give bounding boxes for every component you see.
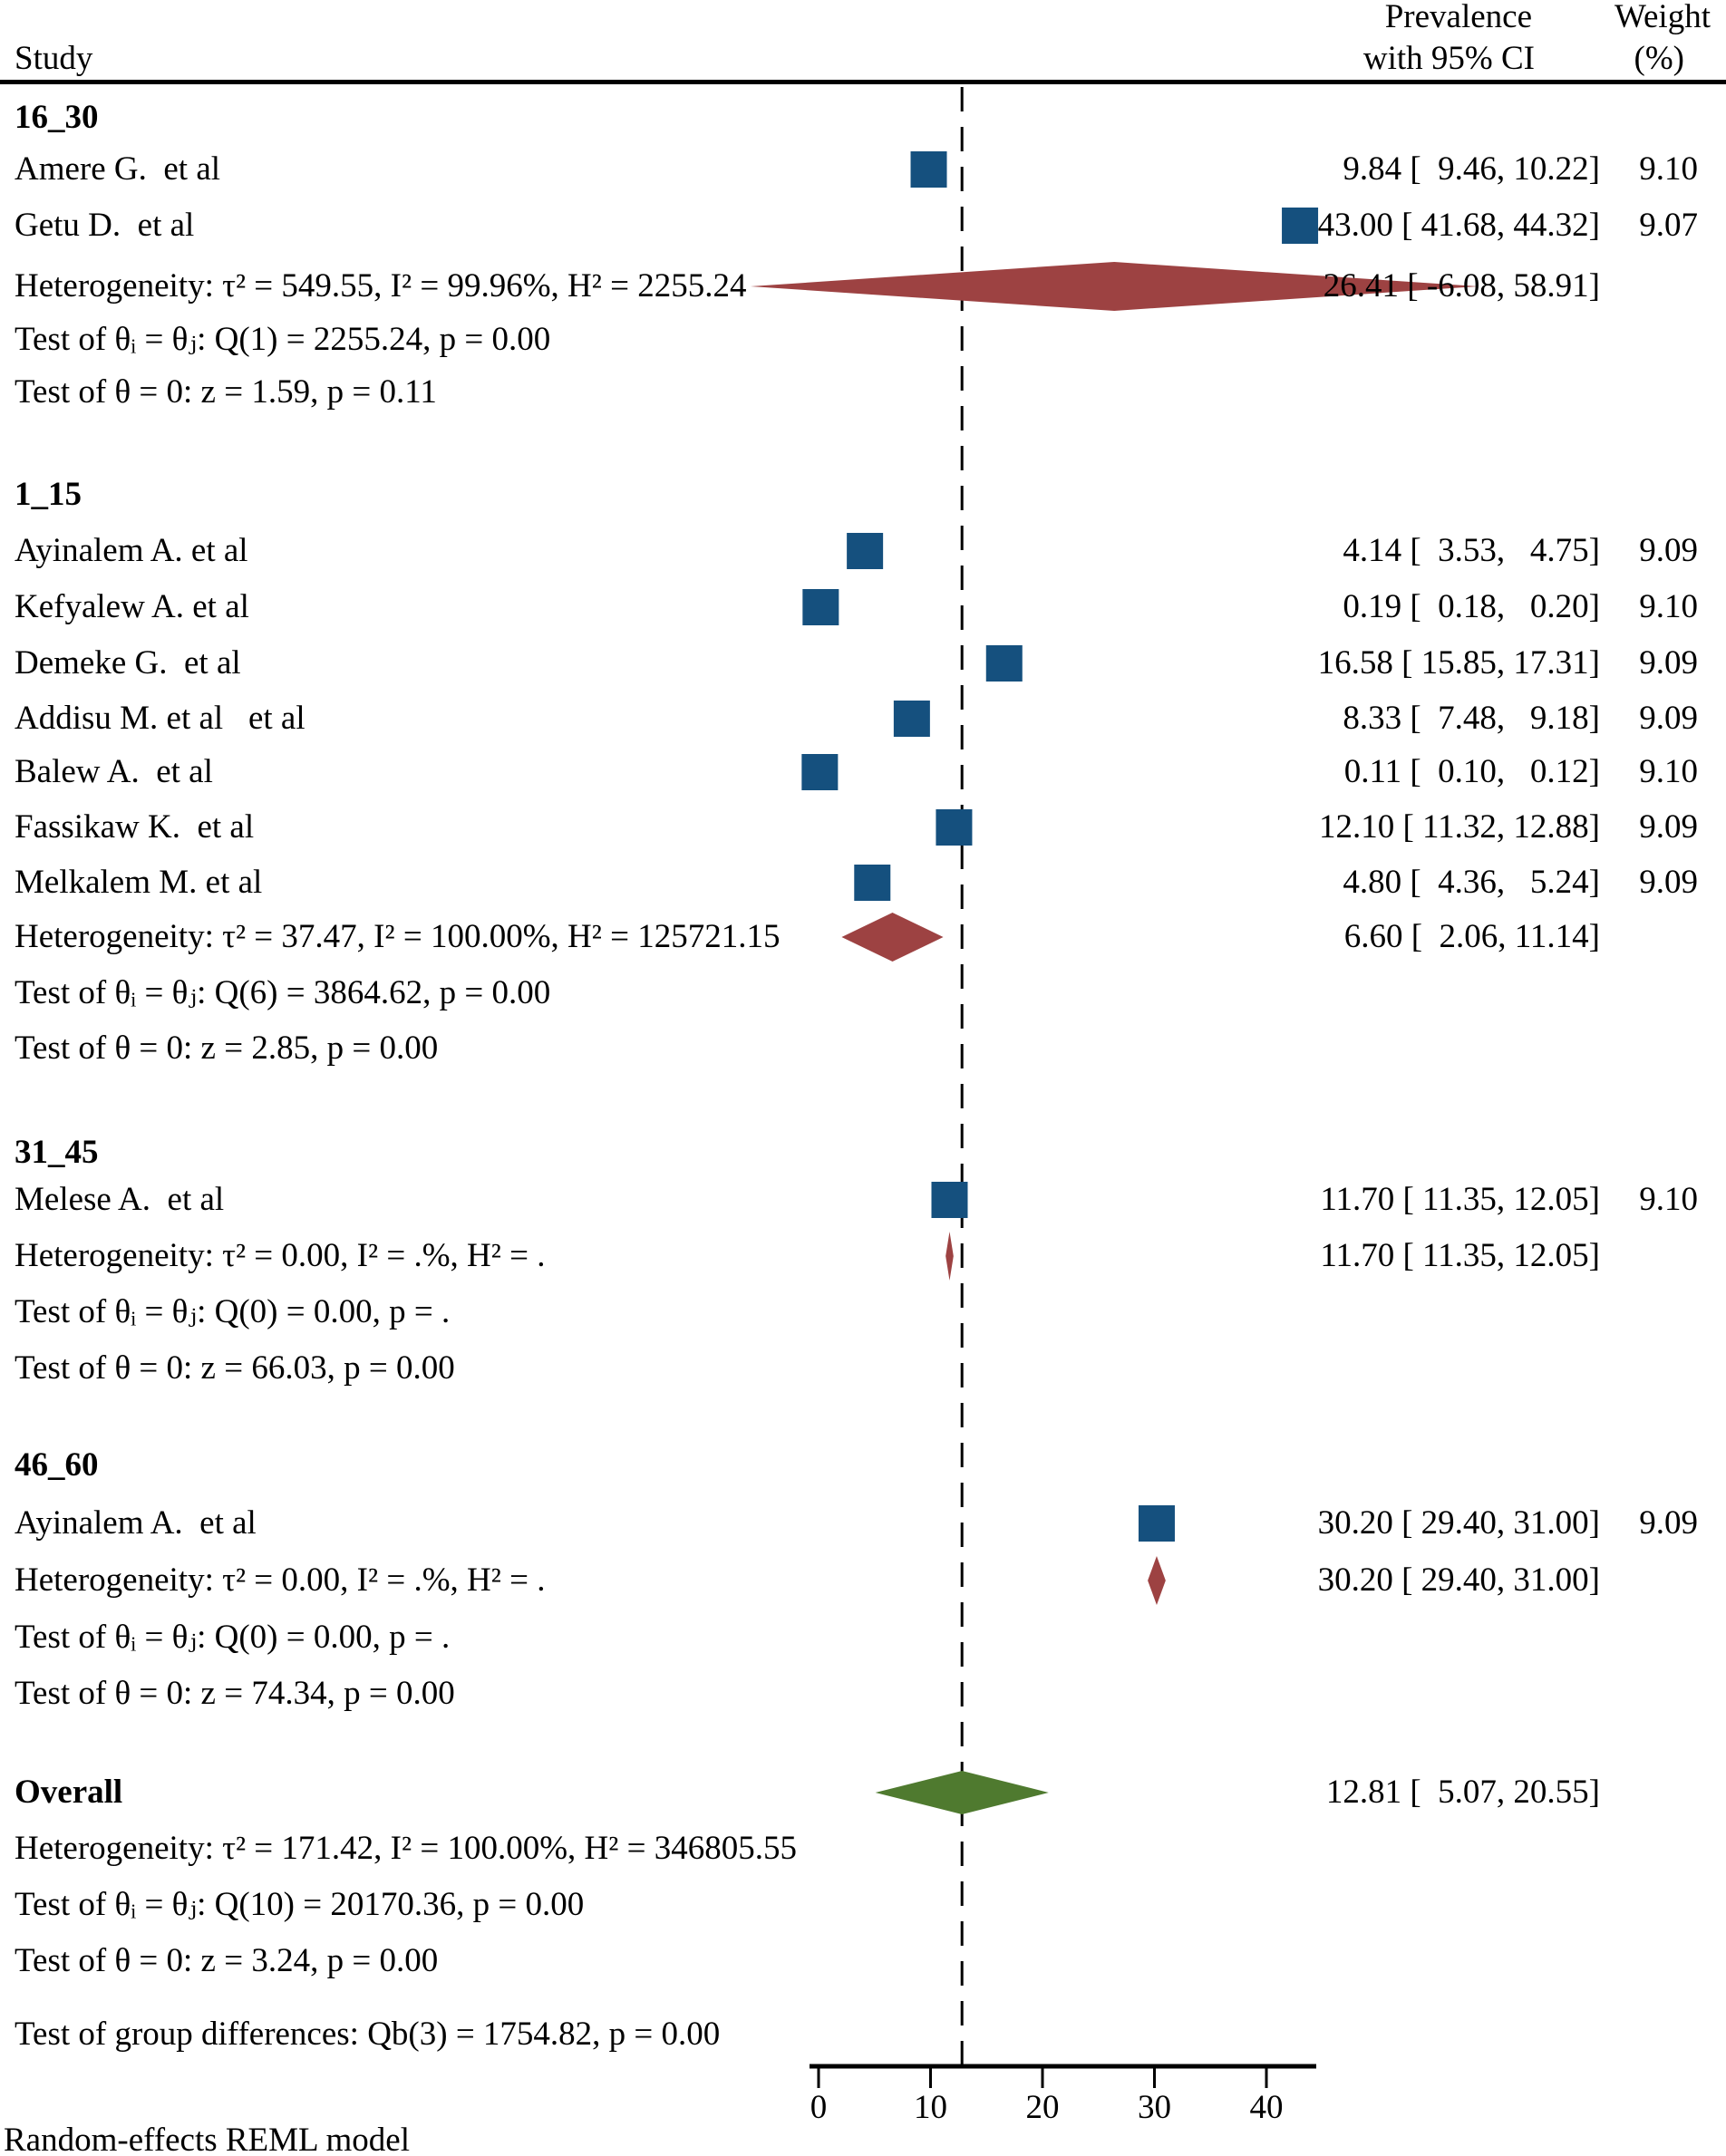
study-label: Melese A. et al <box>15 1181 225 1218</box>
summary-ci-value: 11.70 [ 11.35, 12.05] <box>1320 1237 1600 1274</box>
study-weight-value: 9.10 <box>1639 1181 1698 1218</box>
overall-label: Overall <box>15 1774 123 1811</box>
group-summary-diamond <box>945 1232 954 1281</box>
overall-test-line: Test of group differences: Qb(3) = 1754.82, p = 0.00 <box>15 2016 721 2053</box>
study-marker-square <box>801 754 838 790</box>
study-label: Getu D. et al <box>15 207 195 244</box>
heterogeneity-label: Heterogeneity: τ² = 37.47, I² = 100.00%, H² = 125721.15 <box>15 918 781 955</box>
study-ci-value: 30.20 [ 29.40, 31.00] <box>1317 1504 1600 1542</box>
column-header-weight-line2: (%) <box>1634 40 1684 77</box>
study-label: Ayinalem A. et al <box>15 1504 257 1542</box>
study-ci-value: 43.00 [ 41.68, 44.32] <box>1317 207 1600 244</box>
study-weight-value: 9.10 <box>1639 588 1698 625</box>
study-label: Melkalem M. et al <box>15 864 263 901</box>
group-summary-diamond <box>841 913 943 962</box>
test-line: Test of θᵢ = θⱼ: Q(0) = 0.00, p = . <box>15 1619 451 1656</box>
study-marker-square <box>911 151 947 188</box>
x-axis-tick-label: 10 <box>914 2089 947 2126</box>
study-label: Fassikaw K. et al <box>15 808 255 846</box>
x-axis-tick-label: 20 <box>1025 2089 1060 2126</box>
heterogeneity-label: Heterogeneity: τ² = 0.00, I² = .%, H² = . <box>15 1237 546 1274</box>
study-ci-value: 0.11 [ 0.10, 0.12] <box>1343 753 1600 790</box>
study-weight-value: 9.09 <box>1639 532 1698 569</box>
overall-test-line: Heterogeneity: τ² = 171.42, I² = 100.00%, H² = 346805.55 <box>15 1830 797 1867</box>
heterogeneity-label: Heterogeneity: τ² = 549.55, I² = 99.96%, H² = 2255.24 <box>15 267 747 305</box>
study-marker-square <box>802 589 839 625</box>
study-ci-value: 4.80 [ 4.36, 5.24] <box>1343 864 1600 901</box>
overall-test-line: Test of θ = 0: z = 3.24, p = 0.00 <box>15 1942 439 1979</box>
overall-summary-diamond <box>876 1771 1049 1814</box>
study-label: Balew A. et al <box>15 753 213 790</box>
study-marker-square <box>931 1182 967 1218</box>
group-label: 16_30 <box>15 99 99 136</box>
column-header-study: Study <box>15 40 93 77</box>
study-weight-value: 9.07 <box>1639 207 1698 244</box>
group-label: 31_45 <box>15 1134 99 1171</box>
study-label: Amere G. et al <box>15 150 221 188</box>
study-weight-value: 9.10 <box>1639 753 1698 790</box>
study-ci-value: 0.19 [ 0.18, 0.20] <box>1343 588 1600 625</box>
column-header-prevalence-line1: Prevalence <box>1384 0 1532 35</box>
test-line: Test of θ = 0: z = 74.34, p = 0.00 <box>15 1675 455 1712</box>
study-label: Addisu M. et al et al <box>15 700 305 737</box>
x-axis-tick-label: 40 <box>1249 2089 1284 2126</box>
study-label: Demeke G. et al <box>15 644 241 682</box>
study-weight-value: 9.09 <box>1639 644 1698 682</box>
study-ci-value: 11.70 [ 11.35, 12.05] <box>1320 1181 1600 1218</box>
test-line: Test of θᵢ = θⱼ: Q(6) = 3864.62, p = 0.00 <box>15 974 551 1011</box>
study-ci-value: 9.84 [ 9.46, 10.22] <box>1343 150 1600 188</box>
footnote-model-label: Random-effects REML model <box>4 2122 411 2156</box>
heterogeneity-label: Heterogeneity: τ² = 0.00, I² = .%, H² = . <box>15 1561 546 1599</box>
study-weight-value: 9.09 <box>1639 864 1698 901</box>
study-marker-square <box>936 809 972 846</box>
test-line: Test of θᵢ = θⱼ: Q(1) = 2255.24, p = 0.00 <box>15 321 551 358</box>
study-weight-value: 9.09 <box>1639 700 1698 737</box>
summary-ci-value: 30.20 [ 29.40, 31.00] <box>1317 1561 1600 1599</box>
study-weight-value: 9.09 <box>1639 808 1698 846</box>
summary-ci-value: 26.41 [ -6.08, 58.91] <box>1323 267 1600 305</box>
group-summary-diamond <box>1148 1556 1166 1605</box>
study-weight-value: 9.09 <box>1639 1504 1698 1542</box>
study-marker-square <box>894 701 930 737</box>
x-axis-tick-label: 30 <box>1138 2089 1171 2126</box>
test-line: Test of θᵢ = θⱼ: Q(0) = 0.00, p = . <box>15 1293 451 1330</box>
study-ci-value: 12.10 [ 11.32, 12.88] <box>1318 808 1600 846</box>
group-label: 1_15 <box>15 476 82 513</box>
group-label: 46_60 <box>15 1446 99 1484</box>
study-ci-value: 4.14 [ 3.53, 4.75] <box>1343 532 1600 569</box>
column-header-prevalence-line2: with 95% CI <box>1362 40 1535 77</box>
study-ci-value: 16.58 [ 15.85, 17.31] <box>1317 644 1600 682</box>
study-marker-square <box>986 645 1023 682</box>
test-line: Test of θ = 0: z = 1.59, p = 0.11 <box>15 373 437 411</box>
study-marker-square <box>847 533 883 569</box>
study-ci-value: 8.33 [ 7.48, 9.18] <box>1343 700 1600 737</box>
x-axis-tick-label: 0 <box>810 2089 828 2126</box>
test-line: Test of θ = 0: z = 2.85, p = 0.00 <box>15 1030 439 1067</box>
study-label: Kefyalew A. et al <box>15 588 249 625</box>
study-marker-square <box>1139 1505 1175 1542</box>
header-rule <box>0 80 1726 84</box>
study-label: Ayinalem A. et al <box>15 532 248 569</box>
overall-test-line: Test of θᵢ = θⱼ: Q(10) = 20170.36, p = 0.00 <box>15 1886 585 1923</box>
study-weight-value: 9.10 <box>1639 150 1698 188</box>
overall-ci-value: 12.81 [ 5.07, 20.55] <box>1325 1774 1600 1811</box>
test-line: Test of θ = 0: z = 66.03, p = 0.00 <box>15 1349 455 1387</box>
column-header-weight-line1: Weight <box>1614 0 1711 35</box>
summary-ci-value: 6.60 [ 2.06, 11.14] <box>1343 918 1600 955</box>
study-marker-square <box>1282 208 1318 244</box>
study-marker-square <box>854 865 890 901</box>
